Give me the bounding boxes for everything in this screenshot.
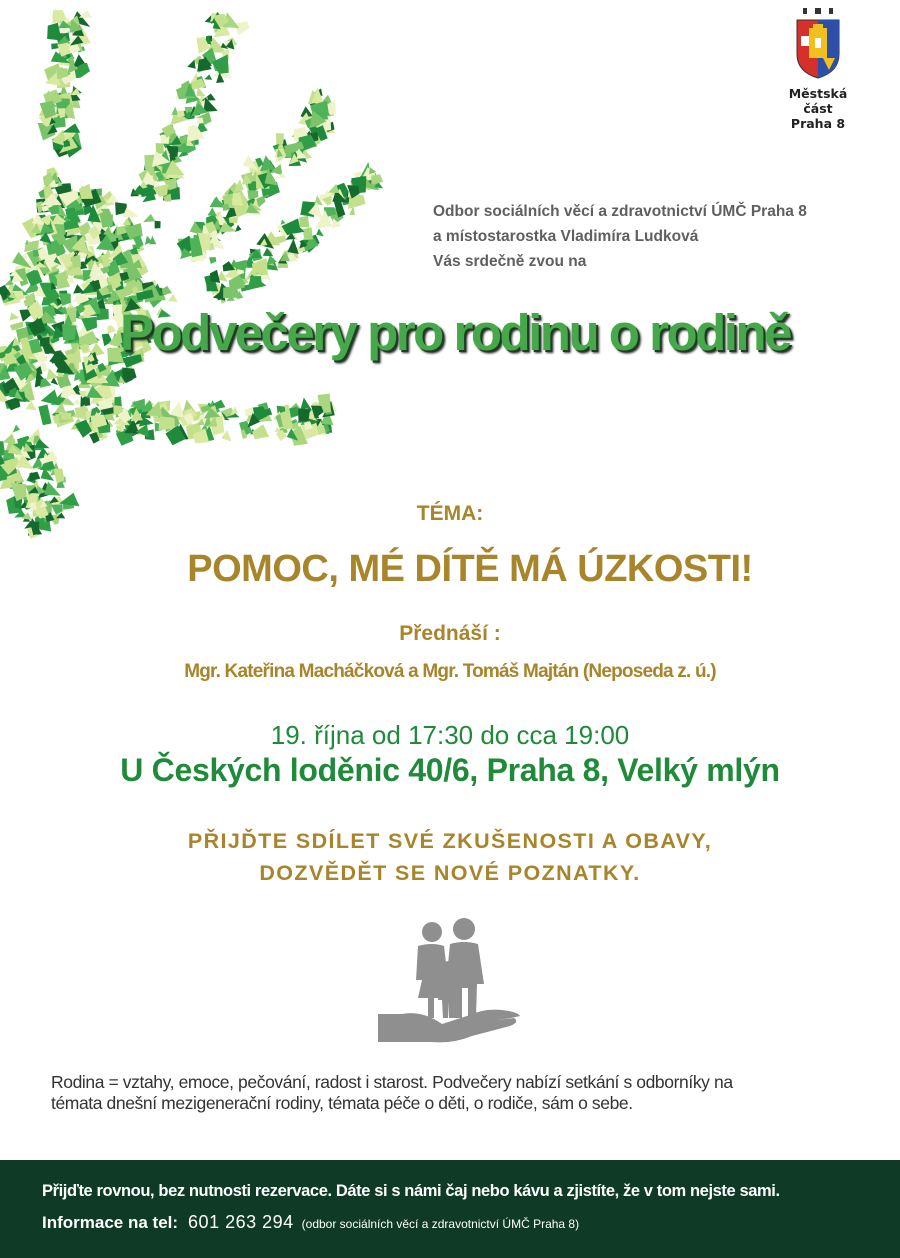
mosaic-tile — [26, 401, 37, 411]
event-place: U Českých loděnic 40/6, Praha 8, Velký mlýn — [120, 752, 780, 788]
mosaic-tile — [114, 396, 121, 406]
coat-of-arms-icon — [793, 8, 843, 80]
mosaic-tile — [155, 221, 161, 229]
mosaic-tile — [30, 472, 41, 482]
mosaic-tile — [10, 313, 20, 321]
mosaic-tile — [263, 248, 274, 256]
mosaic-tile — [40, 378, 51, 388]
mosaic-tile — [276, 133, 284, 144]
logo-line-1: Městská část — [788, 86, 848, 116]
mosaic-hand-icon — [0, 0, 400, 545]
topic-title: POMOC, MÉ DÍTĚ MÁ ÚZKOSTI! — [187, 548, 753, 590]
invite-line-1: PŘIJĎTE SDÍLET SVÉ ZKUŠENOSTI A OBAVY, — [187, 829, 713, 853]
mosaic-tile — [73, 399, 81, 405]
description-line-2: témata dnešní mezigenerační rodiny, témata péče o děti, o rodiče, sám o sebe. — [51, 1093, 633, 1113]
mosaic-tile — [187, 60, 195, 69]
mosaic-tile — [204, 74, 212, 80]
mosaic-tile — [39, 337, 49, 347]
lecturers-names: Mgr. Kateřina Macháčková a Mgr. Tomáš Majtán (Neposeda z. ú.) — [184, 661, 716, 682]
mosaic-tile — [299, 216, 309, 228]
description — [51, 1072, 871, 1114]
mosaic-tile — [73, 405, 87, 420]
mosaic-tile — [208, 207, 217, 216]
mosaic-tile — [252, 424, 269, 439]
footer-note: (odbor sociálních věcí a zdravotnictví ÚMČ Praha 8) — [301, 1217, 580, 1231]
mosaic-tile — [328, 184, 339, 193]
invite-text — [0, 825, 900, 889]
mosaic-tile — [197, 87, 206, 97]
family-in-hand-icon — [372, 918, 527, 1058]
mosaic-tile — [61, 413, 71, 420]
mosaic-tile — [143, 214, 155, 222]
mosaic-tile — [46, 368, 58, 380]
lecturers-label: Přednáší : — [399, 622, 501, 645]
footer-line-1: Přijďte rovnou, bez nutnosti rezervace. Dáte si s námi čaj nebo kávu a zjistíte, že v tom nejste sami. — [42, 1182, 780, 1200]
main-title: Podvečery pro rodinu o rodině — [120, 304, 790, 361]
mosaic-tile — [247, 190, 258, 199]
logo-line-2: Praha 8 — [790, 116, 846, 131]
event-date: 19. října od 17:30 do cca 19:00 — [270, 720, 630, 750]
mosaic-tile — [197, 118, 204, 124]
phone-number: 601 263 294 — [188, 1212, 294, 1232]
mosaic-tile — [303, 227, 313, 240]
footer-bar — [0, 1160, 900, 1258]
mosaic-tile — [159, 416, 175, 430]
mosaic-tile — [13, 425, 20, 433]
footer-line-2 — [42, 1212, 579, 1233]
mosaic-tile — [146, 176, 153, 184]
intro-block — [433, 199, 807, 274]
mosaic-tile — [80, 396, 90, 407]
mosaic-tile — [62, 324, 76, 340]
mosaic-tile — [38, 405, 51, 426]
intro-line-1: Odbor sociálních věcí a zdravotnictví ÚMČ Praha 8 — [433, 203, 807, 220]
mosaic-tile — [162, 286, 172, 295]
mosaic-tile — [210, 270, 220, 283]
mosaic-tile — [273, 235, 287, 245]
intro-line-3: Vás srdečně zvou na — [433, 253, 587, 270]
mosaic-tile — [371, 174, 383, 185]
mosaic-tile — [298, 408, 310, 421]
mosaic-tile — [209, 257, 216, 264]
topic-label: TÉMA: — [416, 502, 484, 525]
intro-line-2: a místostarostka Vladimíra Ludková — [433, 228, 699, 245]
mosaic-tile — [168, 294, 178, 302]
invite-line-2: DOZVĚDĚT SE NOVÉ POZNATKY. — [259, 861, 641, 885]
mosaic-tile — [68, 276, 75, 284]
info-label: Informace na tel: — [42, 1213, 179, 1232]
mosaic-tile — [79, 10, 93, 18]
mosaic-tile — [287, 239, 299, 255]
mosaic-tile — [234, 21, 250, 35]
district-logo — [775, 8, 861, 131]
mosaic-tile — [316, 228, 324, 236]
mosaic-tile — [108, 325, 117, 334]
description-line-1: Rodina = vztahy, emoce, pečování, radost i starost. Podvečery nabízí setkání s odborníky na — [51, 1072, 733, 1092]
mosaic-tile — [348, 193, 366, 209]
mosaic-tile — [79, 184, 93, 199]
